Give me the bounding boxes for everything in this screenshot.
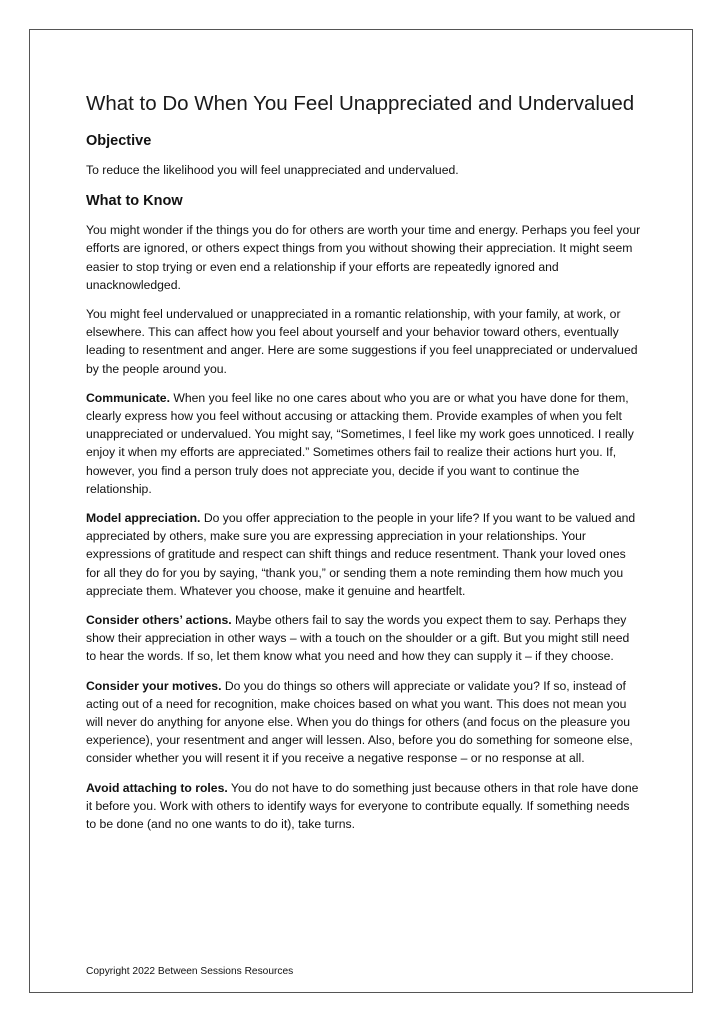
suggestion-consider-your-motives [86,677,642,768]
objective-heading: Objective [86,133,152,149]
suggestion-lead: Consider others’ actions. [86,613,232,628]
suggestion-lead: Model appreciation. [86,511,201,526]
what-to-know-heading: What to Know [86,193,183,210]
suggestion-text: When you feel like no one cares about who you are or what you have done for them, clearly express how you feel without accusing or attacking them. Provide examples of when you felt unappreciated or undervalued. You might say, “Sometimes, I feel like my work goes unnoticed. I really enjoy it when my efforts are appreciated.” Sometimes others fail to realize their actions hurt you. If, however, you find a person truly does not appreciate you, decide if you want to continue the relationship. [86,390,634,496]
suggestion-model-appreciation [86,509,642,600]
suggestion-text: Maybe others fail to say the words you expect them to say. Perhaps they show their appreciation in other ways – with a touch on the shoulder or a gift. But you might still need to hear the words. If so, let them know what you need and how they can supply it – if they choose. [86,613,630,664]
suggestion-consider-others-actions [86,611,642,666]
document-body [86,89,642,844]
suggestion-text: Do you offer appreciation to the people in your life? If you want to be valued and appreciated by others, make sure you are expressing appreciation in your relationships. Your expressions of gratitude and respect can shift things and reduce resentment. Thank your loved ones for all they do for you by saying, “thank you,” or sending them a note reminding them how much you appreciate them. Whatever you choose, make it genuine and heartfelt. [86,511,636,598]
suggestion-avoid-attaching-to-roles [86,779,642,834]
suggestion-lead: Consider your motives. [86,678,222,693]
intro-paragraph-1: You might wonder if the things you do for others are worth your time and energy. Perhaps you feel your efforts are ignored, or others expect things from you without showing their appreciation. It might seem easier to stop trying or even end a relationship if your efforts are repeatedly ignored and unacknowledged. [86,223,641,292]
suggestion-text: You do not have to do something just because others in that role have done it before you. Work with others to identify ways for everyone to contribute equally. If something needs to be done (and no one wants to do it), take turns. [86,780,639,832]
copyright-footer: Copyright 2022 Between Sessions Resources [86,966,294,977]
document-title: What to Do When You Feel Unappreciated and Undervalued [86,92,635,115]
suggestion-lead: Communicate. [86,390,170,405]
suggestion-text: Do you do things so others will appreciate or validate you? If so, instead of acting out of a need for recognition, make choices based on what you want. This does not mean you will never do anything for anyone else. When you do things for others (and focus on the pleasure you experience), your resentment and anger will lessen. Also, before you do something for someone else, consider whether you will resent it if you receive a negative response – or no response at all. [86,678,633,766]
intro-paragraph-2: You might feel undervalued or unappreciated in a romantic relationship, with your family, at work, or elsewhere. This can affect how you feel about yourself and your behavior toward others, eventually leading to resentment and anger. Here are some suggestions if you feel unappreciated or undervalued by the people around you. [86,307,638,376]
suggestion-communicate [86,389,642,498]
suggestion-lead: Avoid attaching to roles. [86,780,228,795]
objective-text: To reduce the likelihood you will feel unappreciated and undervalued. [86,163,459,177]
